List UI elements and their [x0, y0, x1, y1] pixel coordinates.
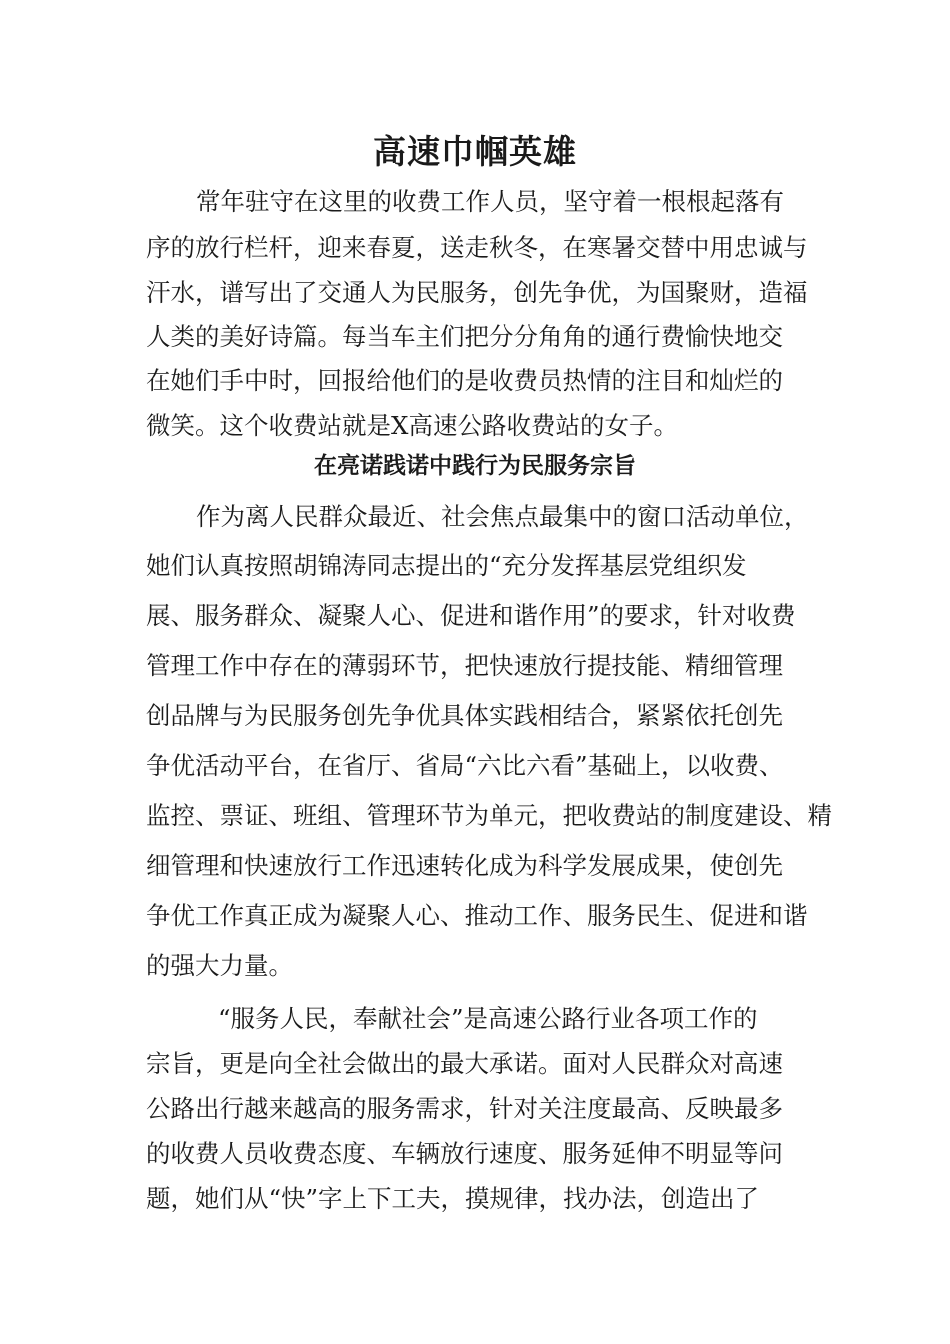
text-line: 宗旨，更是向全社会做出的最大承诺。面对人民群众对高速	[146, 1049, 783, 1078]
text-line: 人类的美好诗篇。每当车主们把分分角角的通行费愉快地交	[146, 322, 783, 351]
text-line: 细管理和快速放行工作迅速转化成为科学发展成果，使创先	[146, 851, 783, 880]
text-line: 的收费人员收费态度、车辆放行速度、服务延伸不明显等问	[146, 1139, 783, 1168]
text-line: 创品牌与为民服务创先争优具体实践相结合，紧紧依托创先	[146, 701, 783, 730]
section-heading: 在亮诺践诺中践行为民服务宗旨	[314, 452, 636, 479]
text-line: 作为离人民群众最近、社会焦点最集中的窗口活动单位，	[196, 502, 809, 531]
text-line: 管理工作中存在的薄弱环节，把快速放行提技能、精细管理	[146, 651, 783, 680]
text-line: 展、服务群众、凝聚人心、促进和谐作用”的要求，针对收费	[146, 601, 796, 630]
text-line: 微笑。这个收费站就是X高速公路收费站的女子。	[146, 411, 678, 440]
text-line: 争优活动平台，在省厅、省局“六比六看”基础上，以收费、	[146, 751, 784, 780]
text-line: 序的放行栏杆，迎来春夏，送走秋冬，在寒暑交替中用忠诚与	[146, 233, 808, 262]
text-line: 在她们手中时，回报给他们的是收费员热情的注目和灿烂的	[146, 366, 783, 395]
text-line: 监控、票证、班组、管理环节为单元，把收费站的制度建设、精	[146, 801, 832, 830]
text-line: “服务人民，奉献社会”是高速公路行业各项工作的	[218, 1004, 758, 1033]
text-line: 常年驻守在这里的收费工作人员，坚守着一根根起落有	[196, 187, 784, 216]
text-line: 汗水，谱写出了交通人为民服务，创先争优，为国聚财，造福	[146, 278, 808, 307]
text-line: 的强大力量。	[146, 951, 293, 980]
text-line: 题，她们从“快”字上下工夫，摸规律，找办法，创造出了	[146, 1184, 760, 1213]
text-line: 她们认真按照胡锦涛同志提出的“充分发挥基层党组织发	[146, 551, 747, 580]
document-title: 高速巾帼英雄	[373, 132, 577, 171]
text-line: 争优工作真正成为凝聚人心、推动工作、服务民生、促进和谐	[146, 901, 808, 930]
text-line: 公路出行越来越高的服务需求，针对关注度最高、反映最多	[146, 1094, 783, 1123]
